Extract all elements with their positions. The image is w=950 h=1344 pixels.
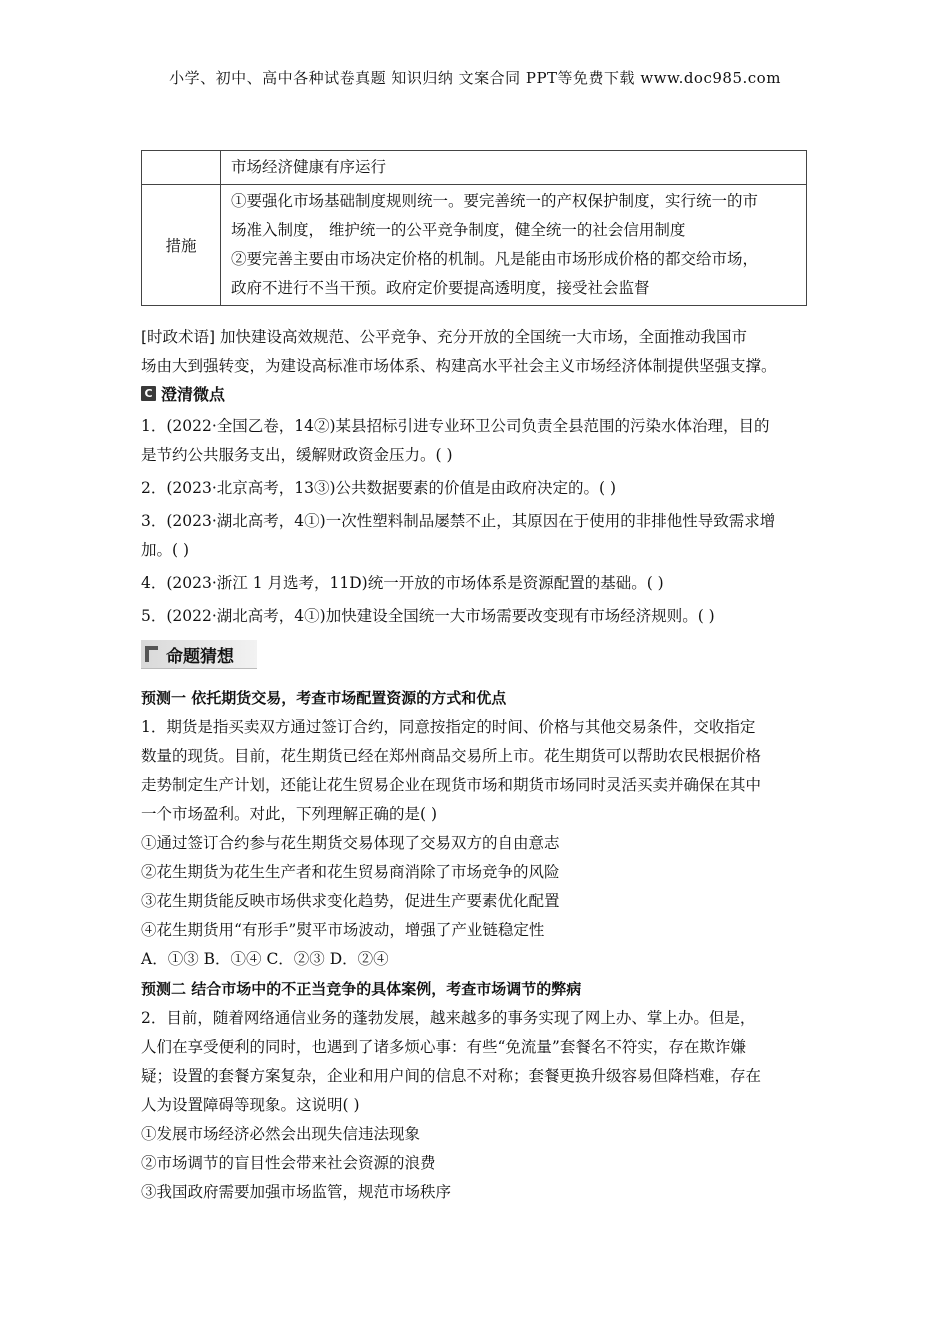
question-option: ②市场调节的盲目性会带来社会资源的浪费 [141, 1154, 436, 1172]
question-option: ①通过签订合约参与花生期货交易体现了交易双方的自由意志 [141, 834, 560, 852]
question-line: 人为设置障碍等现象。这说明( ) [141, 1096, 360, 1114]
question-line: 数量的现货。目前，花生期货已经在郑州商品交易所上市。花生期货可以帮助农民根据价格 [141, 747, 762, 765]
political-terms [141, 323, 831, 381]
question-1 [141, 684, 821, 974]
clarify-icon: C [141, 386, 156, 401]
question-heading: 预测一 依托期货交易，考查市场配置资源的方式和优点 [141, 689, 507, 707]
clarify-title: 澄清微点 [161, 385, 226, 404]
question-line: 走势制定生产计划，还能让花生贸易企业在现货市场和期货市场同时灵活买卖并确保在其中 [141, 776, 762, 794]
question-option: ①发展市场经济必然会出现失信违法现象 [141, 1125, 421, 1143]
clarify-item: 加。( ) [141, 541, 190, 559]
table-empty-cell [142, 151, 221, 185]
table-cell-measures [221, 185, 807, 306]
clarify-item: 5．(2022·湖北高考，4①)加快建设全国统一大市场需要改变现有市场经济规则。( ) [141, 607, 715, 625]
question-option: ④花生期货用“有形手”熨平市场波动，增强了产业链稳定性 [141, 921, 545, 939]
measure-line: 场准入制度， 维护统一的公平竞争制度，健全统一的社会信用制度 [231, 221, 686, 239]
clarify-item: 1．(2022·全国乙卷，14②)某县招标引进专业环卫公司负责全县范围的污染水体治理，目的 [141, 417, 770, 435]
predict-heading [141, 640, 257, 669]
question-line: 1．期货是指买卖双方通过签订合约，同意按指定的时间、价格与其他交易条件，交收指定 [141, 718, 756, 736]
question-line: 一个市场盈利。对此，下列理解正确的是( ) [141, 805, 438, 823]
question-line: 人们在享受便利的同时，也遇到了诸多烦心事：有些“免流量”套餐名不符实，存在欺诈嫌 [141, 1038, 746, 1056]
predict-title: 命题猜想 [166, 646, 234, 667]
measure-line: ②要完善主要由市场决定价格的机制。凡是能由市场形成价格的都交给市场， [231, 250, 759, 268]
clarify-item: 4．(2023·浙江 1 月选考，11D)统一开放的市场体系是资源配置的基础。( ) [141, 574, 664, 592]
measure-line: ①要强化市场基础制度规则统一。要完善统一的产权保护制度，实行统一的市 [231, 192, 759, 210]
terms-line: 加快建设高效规范、公平竞争、充分开放的全国统一大市场，全面推动我国市 [215, 328, 748, 346]
question-2 [141, 975, 821, 1207]
measures-table [141, 150, 807, 306]
question-line: 疑；设置的套餐方案复杂，企业和用户间的信息不对称；套餐更换升级容易但降档难，存在 [141, 1067, 762, 1085]
clarify-item: 是节约公共服务支出，缓解财政资金压力。( ) [141, 446, 453, 464]
question-option: ③花生期货能反映市场供求变化趋势，促进生产要素优化配置 [141, 892, 560, 910]
measure-line: 政府不进行不当干预。政府定价要提高透明度，接受社会监督 [231, 279, 650, 297]
table-row [142, 151, 807, 185]
answer-choices: A．①③ B．①④ C．②③ D．②④ [141, 950, 389, 968]
clarify-item: 3．(2023·湖北高考，4①)一次性塑料制品屡禁不止，其原因在于使用的非排他性导致需求增 [141, 512, 776, 530]
question-heading: 预测二 结合市场中的不正当竞争的具体案例，考查市场调节的弊病 [141, 980, 582, 998]
page-header: 小学、初中、高中各种试卷真题 知识归纳 文案合同 PPT等免费下载 www.doc985.com [169, 69, 781, 87]
question-option: ③我国政府需要加强市场监管，规范市场秩序 [141, 1183, 452, 1201]
table-cell-summary: 市场经济健康有序运行 [221, 151, 807, 185]
table-label-cell: 措施 [142, 185, 221, 306]
terms-line: 场由大到强转变，为建设高标准市场体系、构建高水平社会主义市场经济体制提供坚强支撑。 [141, 357, 777, 375]
clarify-heading [141, 382, 225, 405]
table-row [142, 185, 807, 306]
clarify-list [141, 412, 831, 634]
section-icon [145, 646, 158, 662]
question-option: ②花生期货为花生生产者和花生贸易商消除了市场竞争的风险 [141, 863, 560, 881]
question-line: 2．目前，随着网络通信业务的蓬勃发展，越来越多的事务实现了网上办、掌上办。但是， [141, 1009, 756, 1027]
terms-label: [时政术语] [141, 328, 216, 346]
clarify-item: 2．(2023·北京高考，13③)公共数据要素的价值是由政府决定的。( ) [141, 479, 617, 497]
